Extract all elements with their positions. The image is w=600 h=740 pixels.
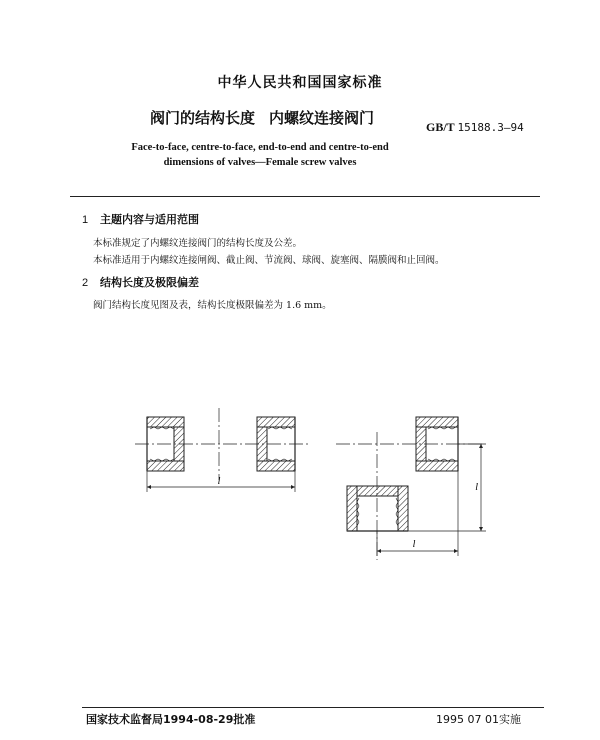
document-title-en-line2: dimensions of valves—Female screw valves (163, 157, 357, 168)
footer-divider (82, 707, 544, 708)
section-1-number: 1 (82, 214, 89, 226)
straight-valve-dimension-line (147, 471, 295, 492)
section-1-paragraph-2: 本标准适用于内螺纹连接闸阀、截止阀、节流阀、球阀、旋塞阀、隔膜阀和止回阀。 (93, 255, 445, 266)
approval-date: 国家技术监督局1994-08-29批准 (86, 713, 256, 726)
section-1-paragraph-1: 本标准规定了内螺纹连接阀门的结构长度及公差。 (93, 238, 303, 249)
section-2-paragraph-1: 阀门结构长度见图及表，结构长度极限偏差为 1.6 mm。 (93, 300, 332, 311)
standard-code: 15188.3—94 (457, 121, 524, 134)
section-2-title: 结构长度及极限偏差 (100, 276, 199, 289)
national-standard-heading: 中华人民共和国国家标准 (217, 75, 383, 91)
standard-prefix: GB/T (426, 120, 455, 134)
straight-valve-dimension-label: l (217, 476, 221, 487)
angle-valve-vertical-end (347, 486, 408, 531)
section-2-number: 2 (82, 277, 89, 289)
document-title-en-line1: Face-to-face, centre-to-face, end-to-end and centre-to-end (131, 142, 389, 153)
angle-valve-vertical-dimension-label: l (475, 482, 478, 493)
section-1-title: 主题内容与适用范围 (100, 213, 199, 226)
implementation-date: 1995 07 01实施 (436, 713, 521, 726)
angle-valve-horizontal-dimension-label: l (412, 539, 416, 550)
title-zh-part1: 阀门的结构长度 (150, 109, 256, 127)
angle-valve-horizontal-dimension-line (377, 471, 458, 556)
title-zh-part2: 内螺纹连接阀门 (269, 109, 375, 127)
